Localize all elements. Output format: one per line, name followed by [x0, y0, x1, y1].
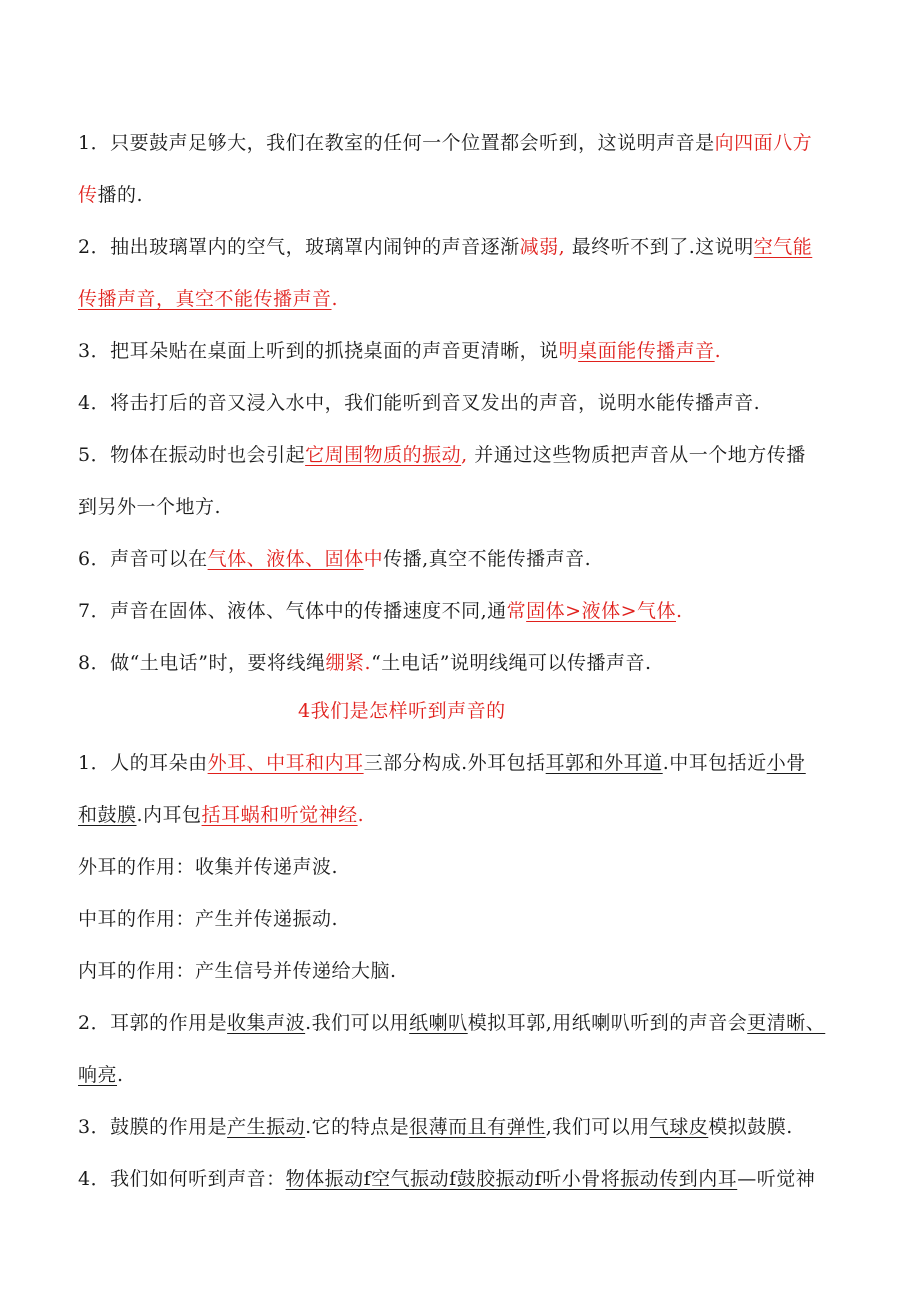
- item-7: 7．声音在固体、液体、气体中的传播速度不同,通常固体>液体>气体.: [78, 600, 683, 622]
- s2-item-1: 1．人的耳朵由外耳、中耳和内耳三部分构成.外耳包括耳郭和外耳道.中耳包括近小骨: [78, 752, 806, 774]
- item-3: 3．把耳朵贴在桌面上听到的抓挠桌面的声音更清晰，说明桌面能传播声音.: [78, 340, 722, 362]
- inner-ear-function: 内耳的作用：产生信号并传递给大脑.: [78, 960, 397, 982]
- s2-item-3: 3．鼓膜的作用是产生振动.它的特点是很薄而且有弹性,我们可以用气球皮模拟鼓膜.: [78, 1116, 793, 1138]
- middle-ear-function: 中耳的作用：产生并传递振动.: [78, 908, 339, 930]
- s2-item-1-cont: 和鼓膜.内耳包括耳蜗和听觉神经.: [78, 804, 365, 826]
- item-6: 6．声音可以在气体、液体、固体中传播,真空不能传播声音.: [78, 548, 592, 570]
- item-8: 8．做“土电话”时，要将线绳绷紧.“土电话”说明线绳可以传播声音.: [78, 652, 652, 674]
- s2-item-4: 4．我们如何听到声音：物体振动f空气振动f鼓胶振动f听小骨将振动传到内耳—听觉神: [78, 1168, 816, 1190]
- item-1: 1．只要鼓声足够大，我们在教室的任何一个位置都会听到，这说明声音是向四面八方: [78, 132, 813, 154]
- item-2: 2．抽出玻璃罩内的空气，玻璃罩内闹钟的声音逐渐减弱, 最终听不到了.这说明空气能: [78, 236, 813, 258]
- item-2-cont: 传播声音，真空不能传播声音.: [78, 288, 339, 310]
- section-title: 4我们是怎样听到声音的: [298, 700, 506, 722]
- outer-ear-function: 外耳的作用：收集并传递声波.: [78, 856, 339, 878]
- item-4: 4．将击打后的音又浸入水中，我们能听到音叉发出的声音，说明水能传播声音.: [78, 392, 761, 414]
- item-5: 5．物体在振动时也会引起它周围物质的振动, 并通过这些物质把声音从一个地方传播: [78, 444, 806, 466]
- item-1-cont: 传播的.: [78, 184, 144, 206]
- s2-item-2-cont: 响亮.: [78, 1064, 124, 1086]
- item-5-cont: 到另外一个地方.: [78, 496, 222, 518]
- s2-item-2: 2．耳郭的作用是收集声波.我们可以用纸喇叭模拟耳郭,用纸喇叭听到的声音会更清晰、: [78, 1012, 826, 1034]
